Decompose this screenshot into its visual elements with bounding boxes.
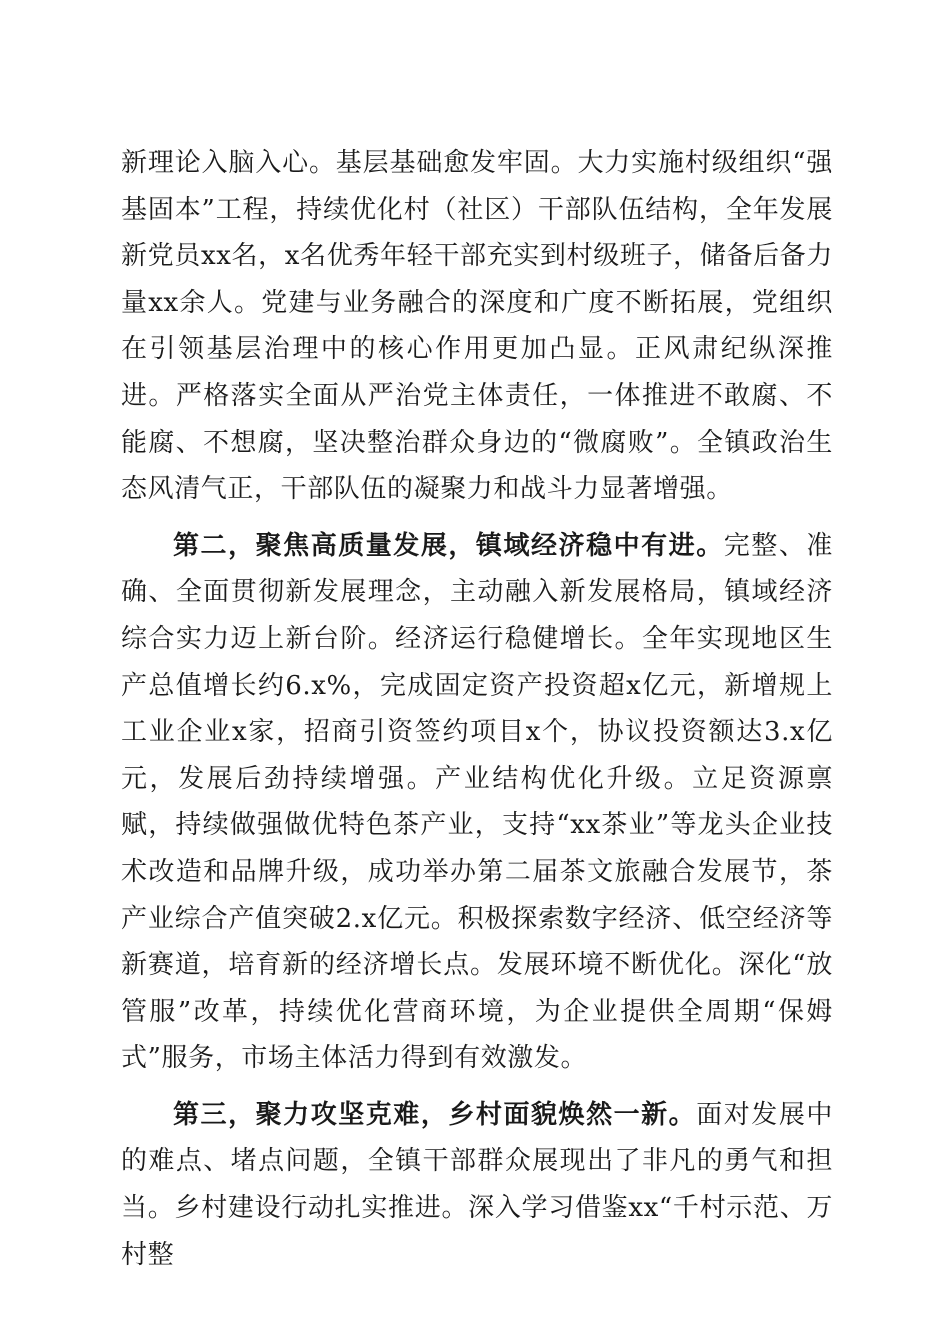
paragraph-1-text: 新理论入脑入心。基层基础愈发牢固。大力实施村级组织“强基固本”工程，持续优化村（社区）干部队伍结构，全年发展新党员xx名，x名优秀年轻干部充实到村级班子，储备后备力量xx余人。党建与业务融合的深度和广度不断拓展，党组织在引领基层治理中的核心作用更加凸显。正风肃纪纵深推进。严格落实全面从严治党主体责任，一体推进不敢腐、不能腐、不想腐，坚决整治群众身边的“微腐败”。全镇政治生态风清气正，干部队伍的凝聚力和战斗力显著增强。 [121,148,833,505]
paragraph-2 [121,523,833,1082]
paragraph-3-text: 面对发展中的难点、堵点问题，全镇干部群众展现出了非凡的勇气和担当。乡村建设行动扎实推进。深入学习借鉴xx“千村示范、万村整 [121,1099,833,1270]
paragraph-2-lead: 第二，聚焦高质量发展，镇域经济稳中有进。 [173,530,724,561]
paragraph-3-lead: 第三，聚力攻坚克难，乡村面貌焕然一新。 [173,1099,697,1130]
paragraph-2-text: 完整、准确、全面贯彻新发展理念，主动融入新发展格局，镇域经济综合实力迈上新台阶。经济运行稳健增长。全年实现地区生产总值增长约6.x%，完成固定资产投资超x亿元，新增规上工业企业x家，招商引资签约项目x个，协议投资额达3.x亿元，发展后劲持续增强。产业结构优化升级。立足资源禀赋，持续做强做优特色茶产业，支持“xx茶业”等龙头企业技术改造和品牌升级，成功举办第二届茶文旅融合发展节，茶产业综合产值突破2.x亿元。积极探索数字经济、低空经济等新赛道，培育新的经济增长点。发展环境不断优化。深化“放管服”改革，持续优化营商环境，为企业提供全周期“保姆式”服务，市场主体活力得到有效激发。 [121,530,833,1074]
document-body [121,140,833,1278]
paragraph-1 [121,140,833,513]
paragraph-3 [121,1092,833,1278]
